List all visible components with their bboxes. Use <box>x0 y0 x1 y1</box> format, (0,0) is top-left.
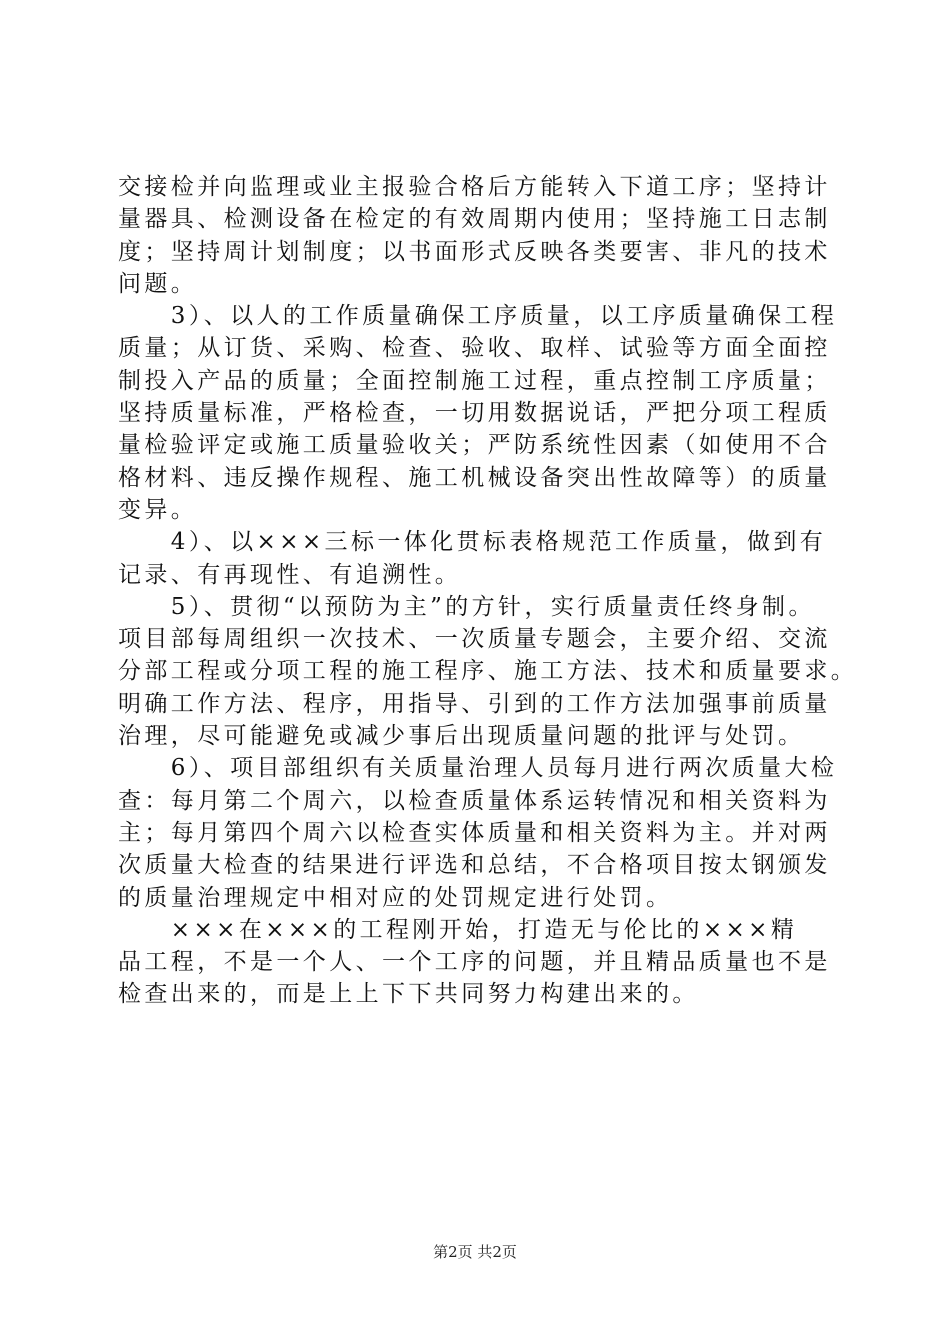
text-line: 品工程，不是一个人、一个工序的问题，并且精品质量也不是 <box>118 949 831 976</box>
text-line: 的质量治理规定中相对应的处罚规定进行处罚。 <box>118 884 673 911</box>
text-line: 交接检并向监理或业主报验合格后方能转入下道工序；坚持计 <box>118 174 831 200</box>
text-line: 问题。 <box>118 270 198 297</box>
text-line: 6）、项目部组织有关质量治理人员每月进行两次质量大检 <box>118 755 838 782</box>
text-line: 5）、贯彻“以预防为主”的方针，实行质量责任终身制。 <box>118 593 815 620</box>
text-line: 量检验评定或施工质量验收关；严防系统性因素（如使用不合 <box>118 432 831 459</box>
text-line: 格材料、违反操作规程、施工机械设备突出性故障等）的质量 <box>118 464 831 491</box>
text-line: 主；每月第四个周六以检查实体质量和相关资料为主。并对两 <box>118 819 831 846</box>
text-line: 度；坚持周计划制度；以书面形式反映各类要害、非凡的技术 <box>118 238 831 265</box>
text-line: 明确工作方法、程序，用指导、引到的工作方法加强事前质量 <box>118 690 831 717</box>
text-line: ×××在×××的工程刚开始，打造无与伦比的×××精 <box>118 916 798 943</box>
text-line: 项目部每周组织一次技术、一次质量专题会，主要介绍、交流 <box>118 626 831 653</box>
page-footer <box>0 1242 950 1262</box>
text-line: 4）、以×××三标一体化贯标表格规范工作质量，做到有 <box>118 529 827 556</box>
text-line: 制投入产品的质量；全面控制施工过程，重点控制工序质量； <box>118 367 831 394</box>
text-line: 查：每月第二个周六，以检查质量体系运转情况和相关资料为 <box>118 787 831 814</box>
text-line: 记录、有再现性、有追溯性。 <box>118 561 462 588</box>
text-line: 分部工程或分项工程的施工程序、施工方法、技术和质量要求。 <box>118 658 858 685</box>
page-number: 第2页 共2页 <box>433 1243 517 1261</box>
text-line: 治理，尽可能避免或减少事后出现质量问题的批评与处罚。 <box>118 723 805 750</box>
text-line: 坚持质量标准，严格检查，一切用数据说话，严把分项工程质 <box>118 400 831 427</box>
text-line: 3）、以人的工作质量确保工序质量，以工序质量确保工程 <box>118 303 838 330</box>
text-line: 变异。 <box>118 496 198 523</box>
text-line: 量器具、检测设备在检定的有效周期内使用；坚持施工日志制 <box>118 206 831 233</box>
text-line: 质量；从订货、采购、检查、验收、取样、试验等方面全面控 <box>118 335 831 362</box>
text-line: 次质量大检查的结果进行评选和总结，不合格项目按太钢颁发 <box>118 852 831 879</box>
text-line: 检查出来的，而是上上下下共同努力构建出来的。 <box>118 981 699 1008</box>
body-text <box>118 171 858 1011</box>
